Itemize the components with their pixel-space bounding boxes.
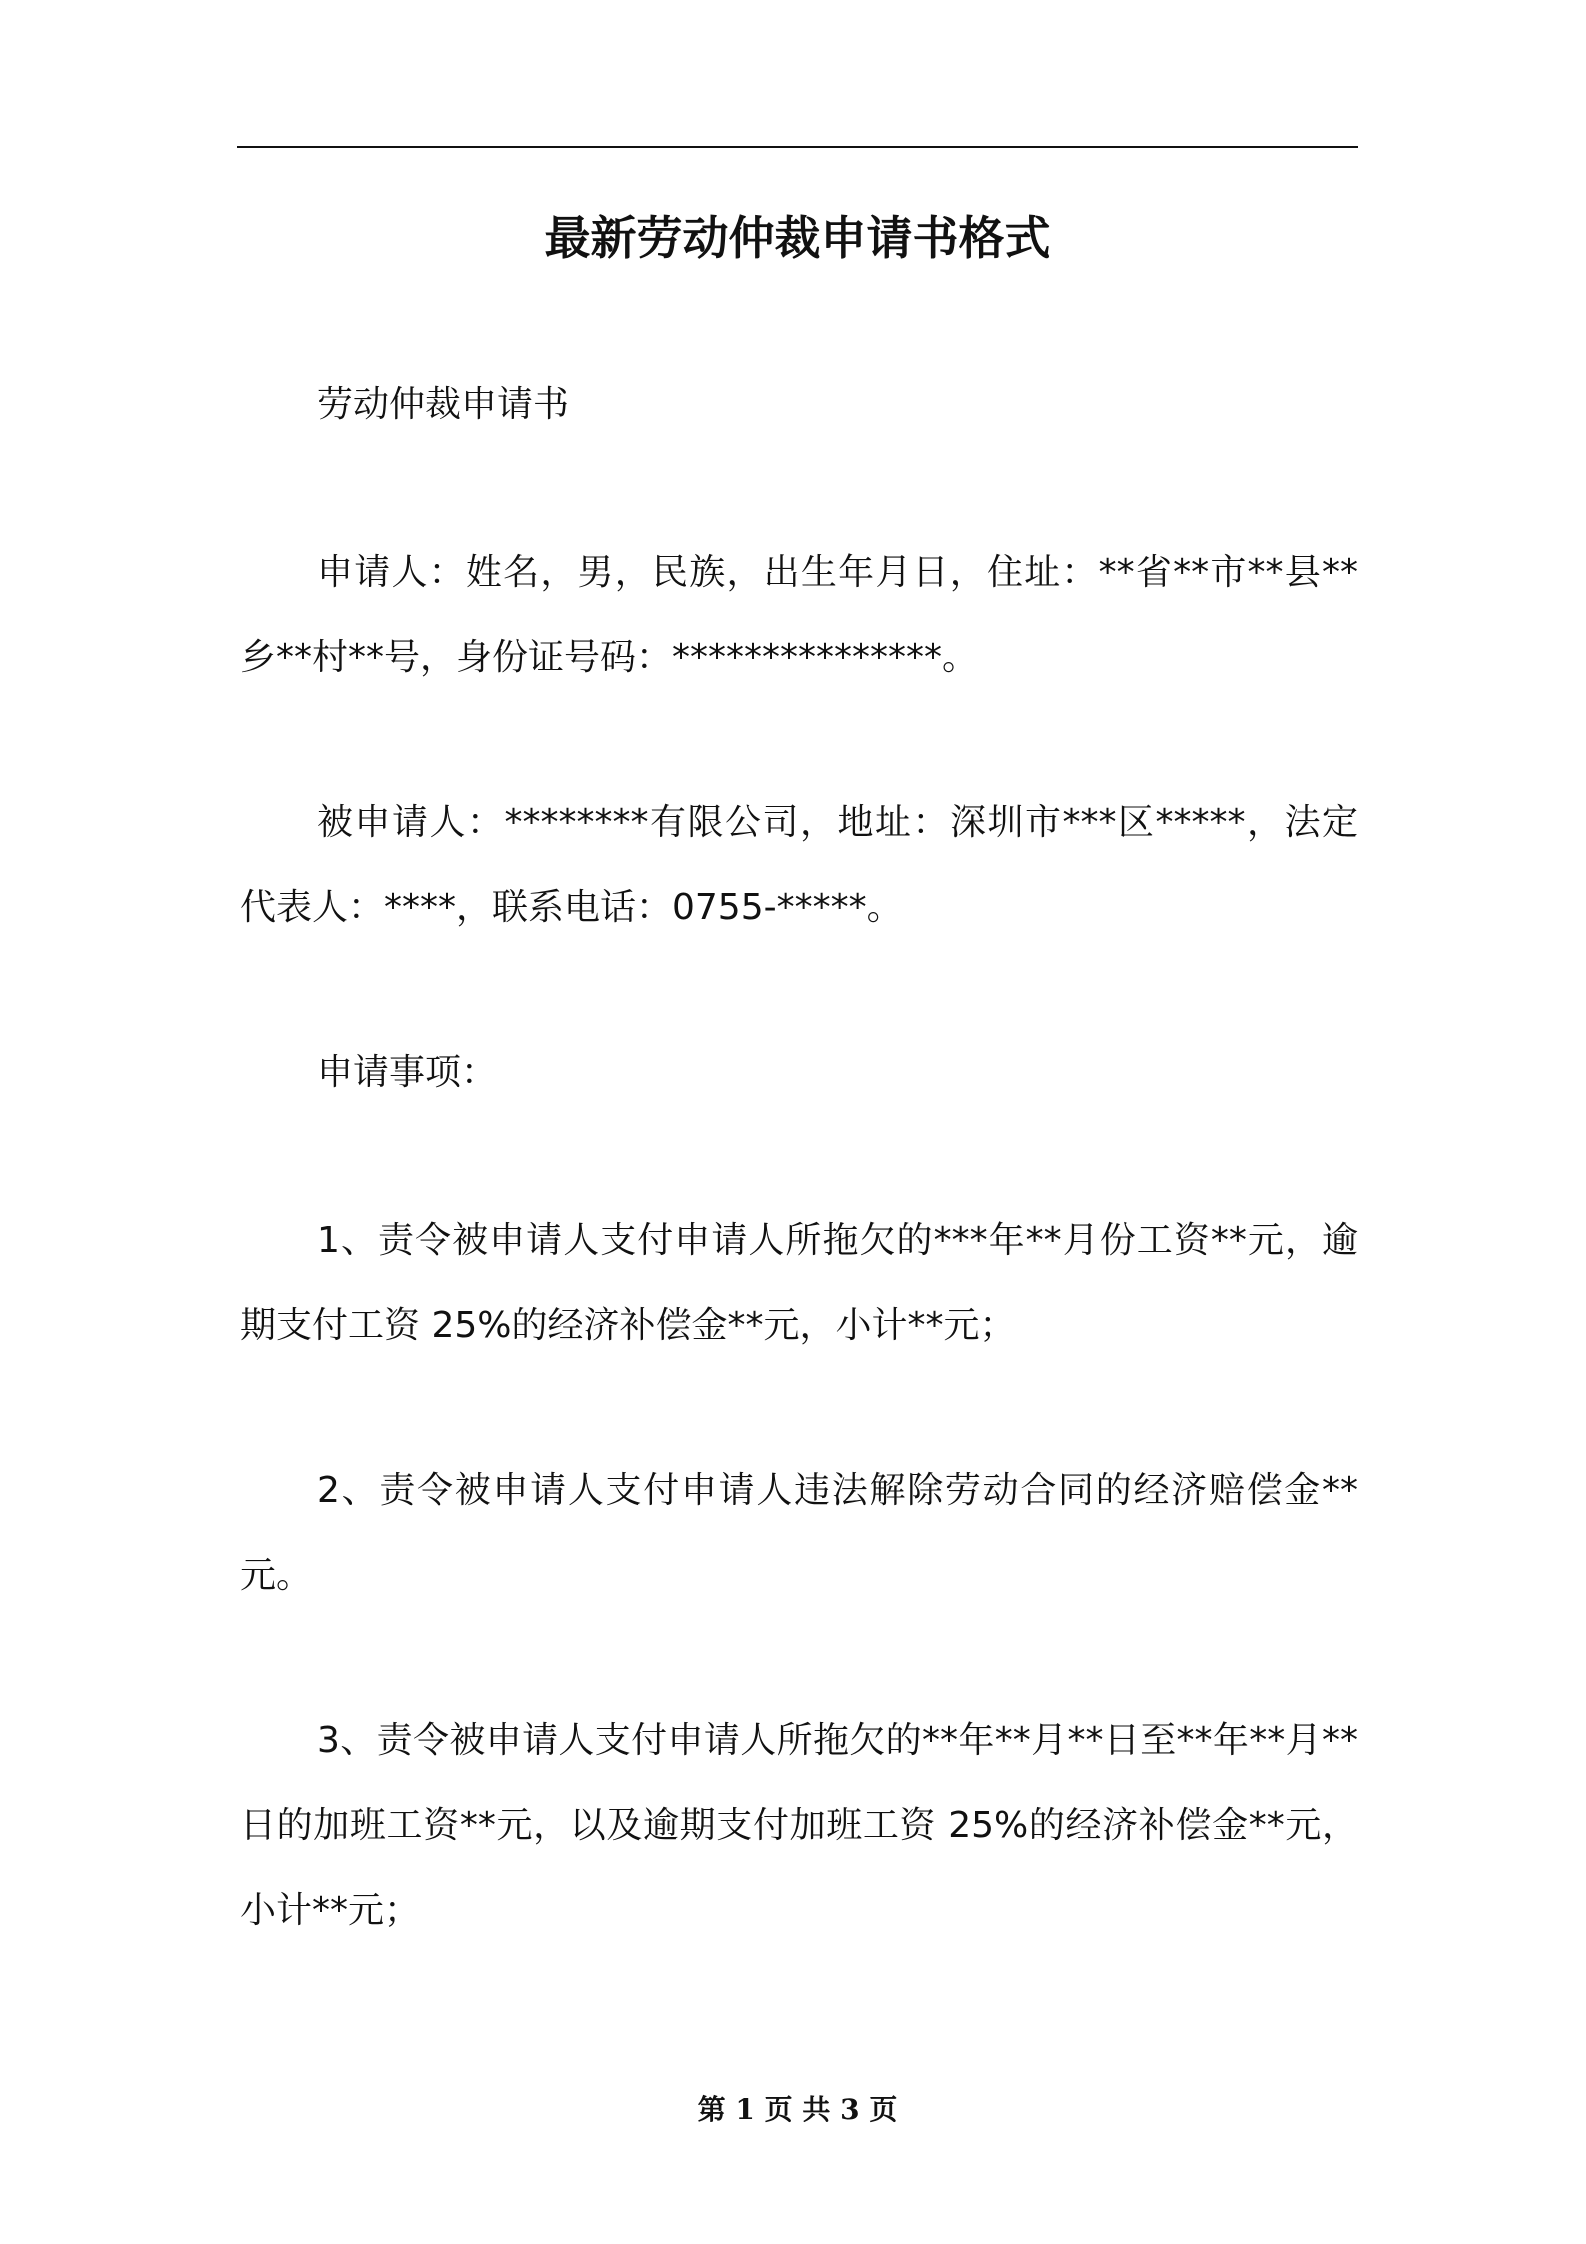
document-subtitle: 劳动仲裁申请书 — [317, 384, 570, 425]
items-heading: 申请事项： — [317, 1052, 498, 1093]
request-item-1: 1、责令被申请人支付申请人所拖欠的***年**月份工资**元，逾期支付工资 25%的经济补偿金**元，小计**元； — [240, 1220, 1358, 1346]
applicant-paragraph: 申请人：姓名，男，民族，出生年月日，住址：**省**市**县**乡**村**号，身份证号码：***************。 — [240, 552, 1358, 678]
request-item-3: 3、责令被申请人支付申请人所拖欠的**年**月**日至**年**月**日的加班工资**元，以及逾期支付加班工资 25%的经济补偿金**元，小计**元； — [240, 1720, 1358, 1931]
respondent-paragraph: 被申请人：********有限公司，地址：深圳市***区*****，法定代表人：****，联系电话：0755-*****。 — [240, 802, 1358, 928]
header-rule — [237, 146, 1358, 148]
document-title: 最新劳动仲裁申请书格式 — [544, 211, 1051, 265]
request-item-2: 2、责令被申请人支付申请人违法解除劳动合同的经济赔偿金**元。 — [240, 1470, 1358, 1596]
page-number-footer: 第 1 页 共 3 页 — [697, 2093, 898, 2126]
